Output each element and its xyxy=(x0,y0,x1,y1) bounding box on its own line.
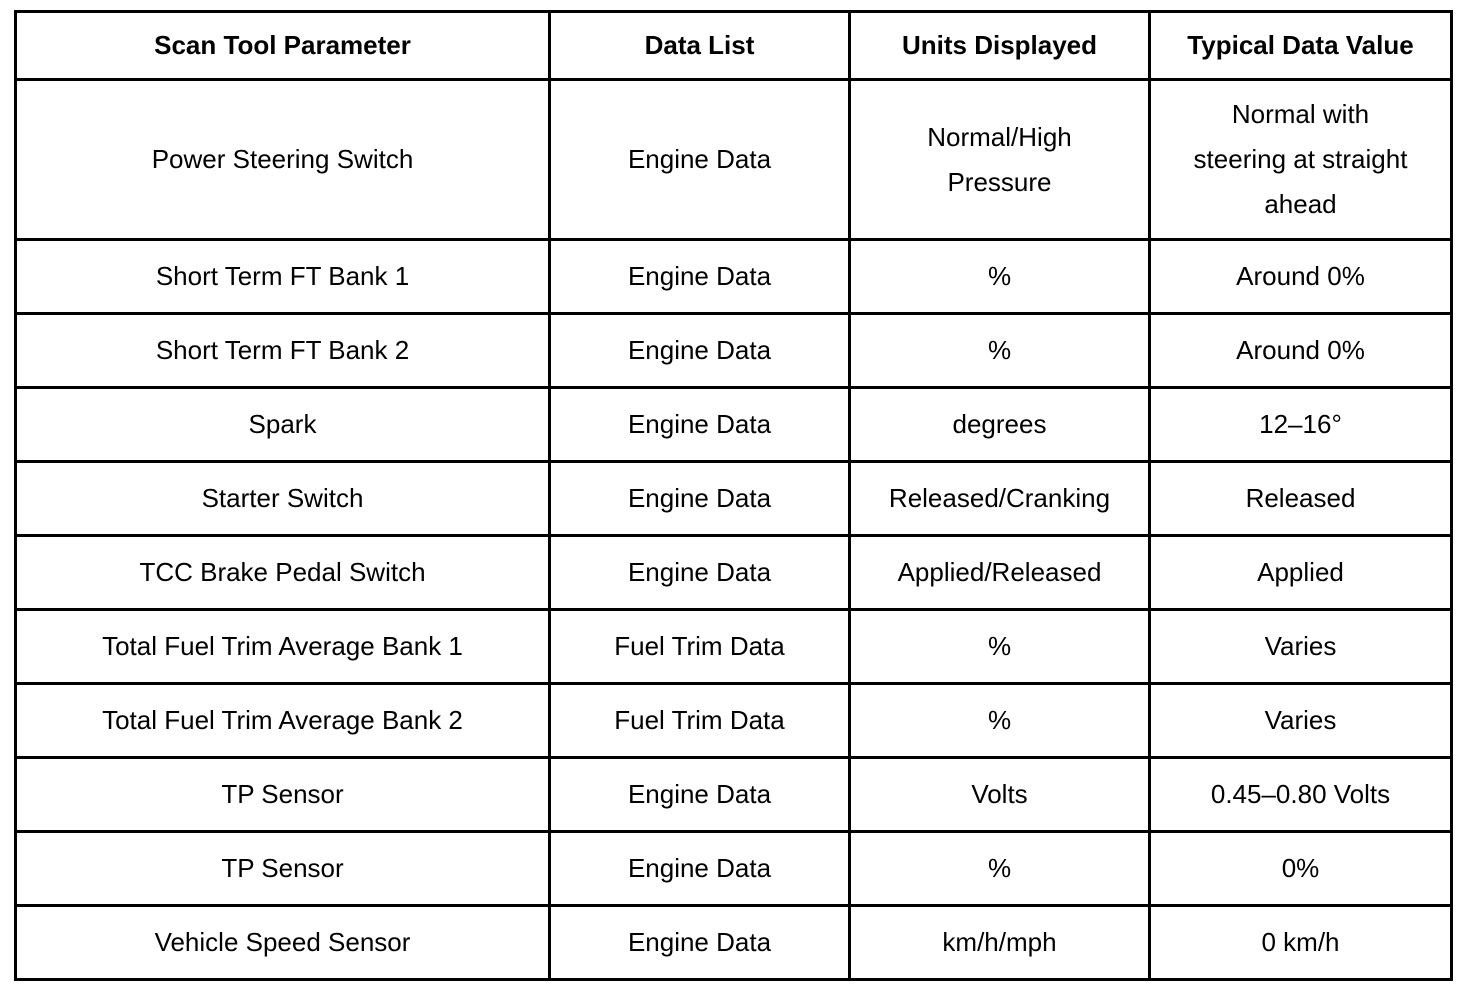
value-cell xyxy=(1150,80,1452,240)
parameter-cell: TP Sensor xyxy=(16,832,550,906)
units-cell: % xyxy=(850,684,1150,758)
table-row xyxy=(16,610,1452,684)
table-row xyxy=(16,388,1452,462)
parameter-cell: TP Sensor xyxy=(16,758,550,832)
value-cell: 0% xyxy=(1150,832,1452,906)
value-cell: Around 0% xyxy=(1150,314,1452,388)
value-line: ahead xyxy=(1264,189,1337,219)
table-row xyxy=(16,536,1452,610)
units-cell: % xyxy=(850,240,1150,314)
data-list-cell: Engine Data xyxy=(550,240,850,314)
units-line: Normal/High xyxy=(927,121,1072,152)
value-cell: 12–16° xyxy=(1150,388,1452,462)
parameter-cell: Total Fuel Trim Average Bank 1 xyxy=(16,610,550,684)
value-cell: Applied xyxy=(1150,536,1452,610)
parameter-cell: Total Fuel Trim Average Bank 2 xyxy=(16,684,550,758)
parameter-cell: Starter Switch xyxy=(16,462,550,536)
table-row xyxy=(16,462,1452,536)
units-line: Pressure xyxy=(947,166,1052,197)
data-list-cell: Engine Data xyxy=(550,758,850,832)
parameter-cell: Power Steering Switch xyxy=(16,80,550,240)
header-typical-data-value: Typical Data Value xyxy=(1150,12,1452,80)
data-list-cell: Engine Data xyxy=(550,832,850,906)
value-cell: Around 0% xyxy=(1150,240,1452,314)
value-cell: 0 km/h xyxy=(1150,906,1452,980)
table-row xyxy=(16,758,1452,832)
data-list-cell: Engine Data xyxy=(550,536,850,610)
data-list-cell: Engine Data xyxy=(550,314,850,388)
units-cell: Released/Cranking xyxy=(850,462,1150,536)
table-row xyxy=(16,832,1452,906)
value-cell: Varies xyxy=(1150,610,1452,684)
units-cell: Applied/Released xyxy=(850,536,1150,610)
parameter-cell: Short Term FT Bank 1 xyxy=(16,240,550,314)
value-cell: 0.45–0.80 Volts xyxy=(1150,758,1452,832)
units-cell: km/h/mph xyxy=(850,906,1150,980)
scan-tool-data-table xyxy=(14,10,1453,981)
units-cell xyxy=(850,80,1150,240)
header-units-displayed: Units Displayed xyxy=(850,12,1150,80)
data-list-cell: Fuel Trim Data xyxy=(550,610,850,684)
table-row xyxy=(16,906,1452,980)
value-line: steering at straight xyxy=(1193,144,1408,174)
data-list-cell: Engine Data xyxy=(550,462,850,536)
table-row xyxy=(16,314,1452,388)
units-cell: Volts xyxy=(850,758,1150,832)
units-cell: % xyxy=(850,832,1150,906)
value-line: Normal with xyxy=(1231,99,1370,129)
parameter-cell: Spark xyxy=(16,388,550,462)
data-list-cell: Engine Data xyxy=(550,80,850,240)
header-scan-tool-parameter: Scan Tool Parameter xyxy=(16,12,550,80)
data-list-cell: Engine Data xyxy=(550,906,850,980)
units-cell: % xyxy=(850,610,1150,684)
parameter-cell: Vehicle Speed Sensor xyxy=(16,906,550,980)
units-cell: % xyxy=(850,314,1150,388)
parameter-cell: TCC Brake Pedal Switch xyxy=(16,536,550,610)
table-row xyxy=(16,684,1452,758)
parameter-cell: Short Term FT Bank 2 xyxy=(16,314,550,388)
header-data-list: Data List xyxy=(550,12,850,80)
data-list-cell: Engine Data xyxy=(550,388,850,462)
table-row xyxy=(16,80,1452,240)
table-row xyxy=(16,240,1452,314)
header-row xyxy=(16,12,1452,80)
data-list-cell: Fuel Trim Data xyxy=(550,684,850,758)
value-cell: Varies xyxy=(1150,684,1452,758)
value-cell: Released xyxy=(1150,462,1452,536)
units-cell: degrees xyxy=(850,388,1150,462)
